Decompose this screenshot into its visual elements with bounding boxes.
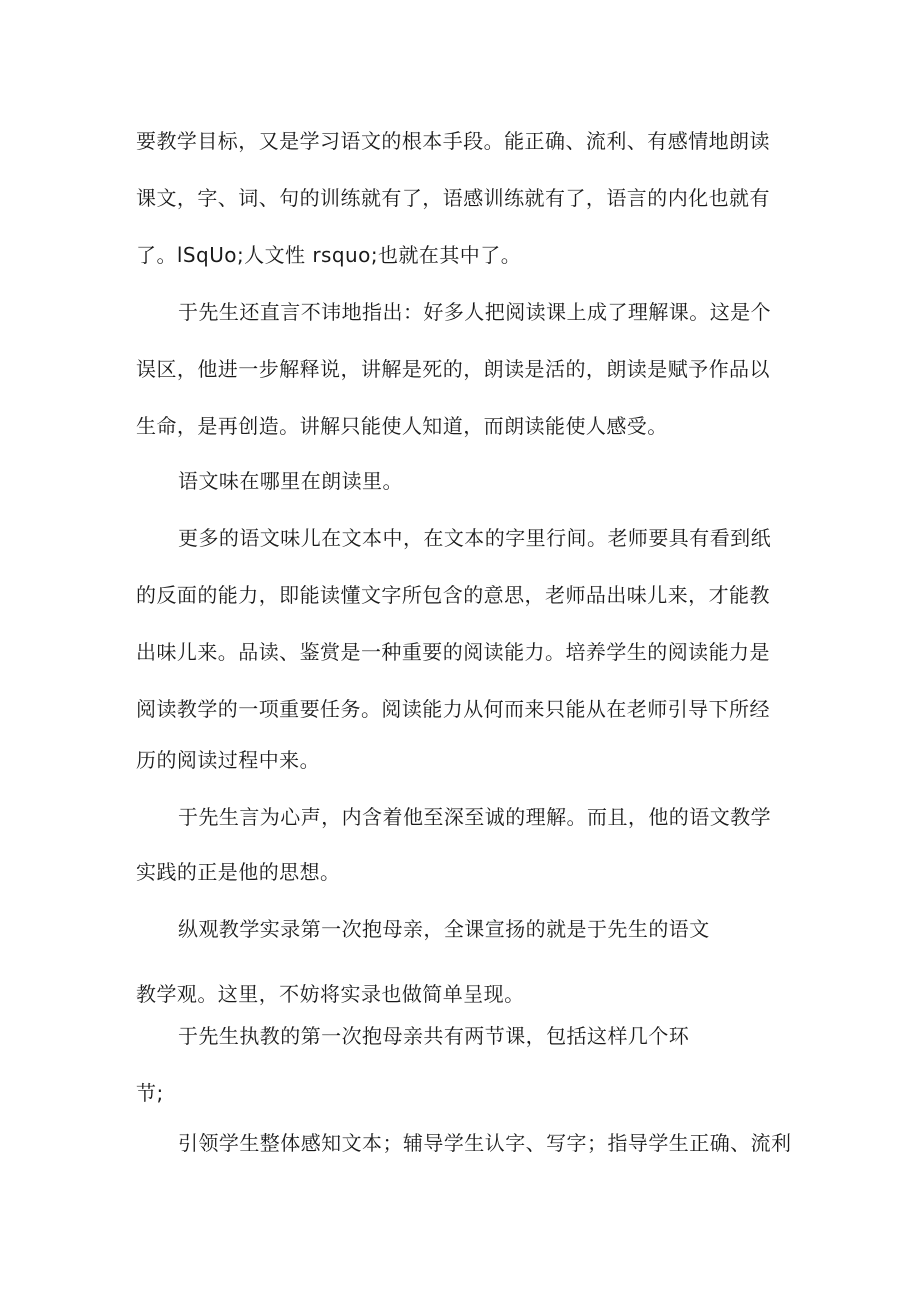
text-line: 生命，是再创造。讲解只能使人知道，而朗读能使人感受。	[136, 414, 668, 438]
paragraph-first-line: 于先生言为心声，内含着他至深至诚的理解。而且，他的语文教学	[178, 805, 772, 829]
text-line: 要教学目标，又是学习语文的根本手段。能正确、流利、有感情地朗读	[136, 129, 770, 153]
paragraph-first-line: 于先生执教的第一次抱母亲共有两节课，包括这样几个环	[178, 1024, 690, 1048]
paragraph-first-line: 语文味在哪里在朗读里。	[178, 469, 403, 493]
text-line: 节;	[136, 1081, 164, 1105]
paragraph-first-line: 于先生还直言不讳地指出：好多人把阅读课上成了理解课。这是个	[178, 300, 772, 324]
paragraph-first-line: 更多的语文味儿在文本中，在文本的字里行间。老师要具有看到纸	[178, 526, 772, 550]
paragraph-first-line: 纵观教学实录第一次抱母亲，全课宣扬的就是于先生的语文	[178, 917, 710, 941]
paragraph-first-line: 引领学生整体感知文本；辅导学生认字、写字；指导学生正确、流利	[178, 1131, 792, 1155]
text-line: 误区，他进一步解释说，讲解是死的，朗读是活的，朗读是赋予作品以	[136, 357, 770, 381]
text-line: 的反面的能力，即能读懂文字所包含的意思，老师品出味儿来，才能教	[136, 583, 770, 607]
text-line: 阅读教学的一项重要任务。阅读能力从何而来只能从在老师引导下所经	[136, 697, 770, 721]
text-line: 了。lSqUo;人文性 rsquo;也就在其中了。	[136, 243, 522, 267]
text-line: 出味儿来。品读、鉴赏是一种重要的阅读能力。培养学生的阅读能力是	[136, 640, 770, 664]
text-line: 历的阅读过程中来。	[136, 748, 321, 772]
text-line: 课文，字、词、句的训练就有了，语感训练就有了，语言的内化也就有	[136, 186, 770, 210]
text-line: 实践的正是他的思想。	[136, 860, 341, 884]
text-line: 教学观。这里，不妨将实录也做简单呈现。	[136, 982, 525, 1006]
